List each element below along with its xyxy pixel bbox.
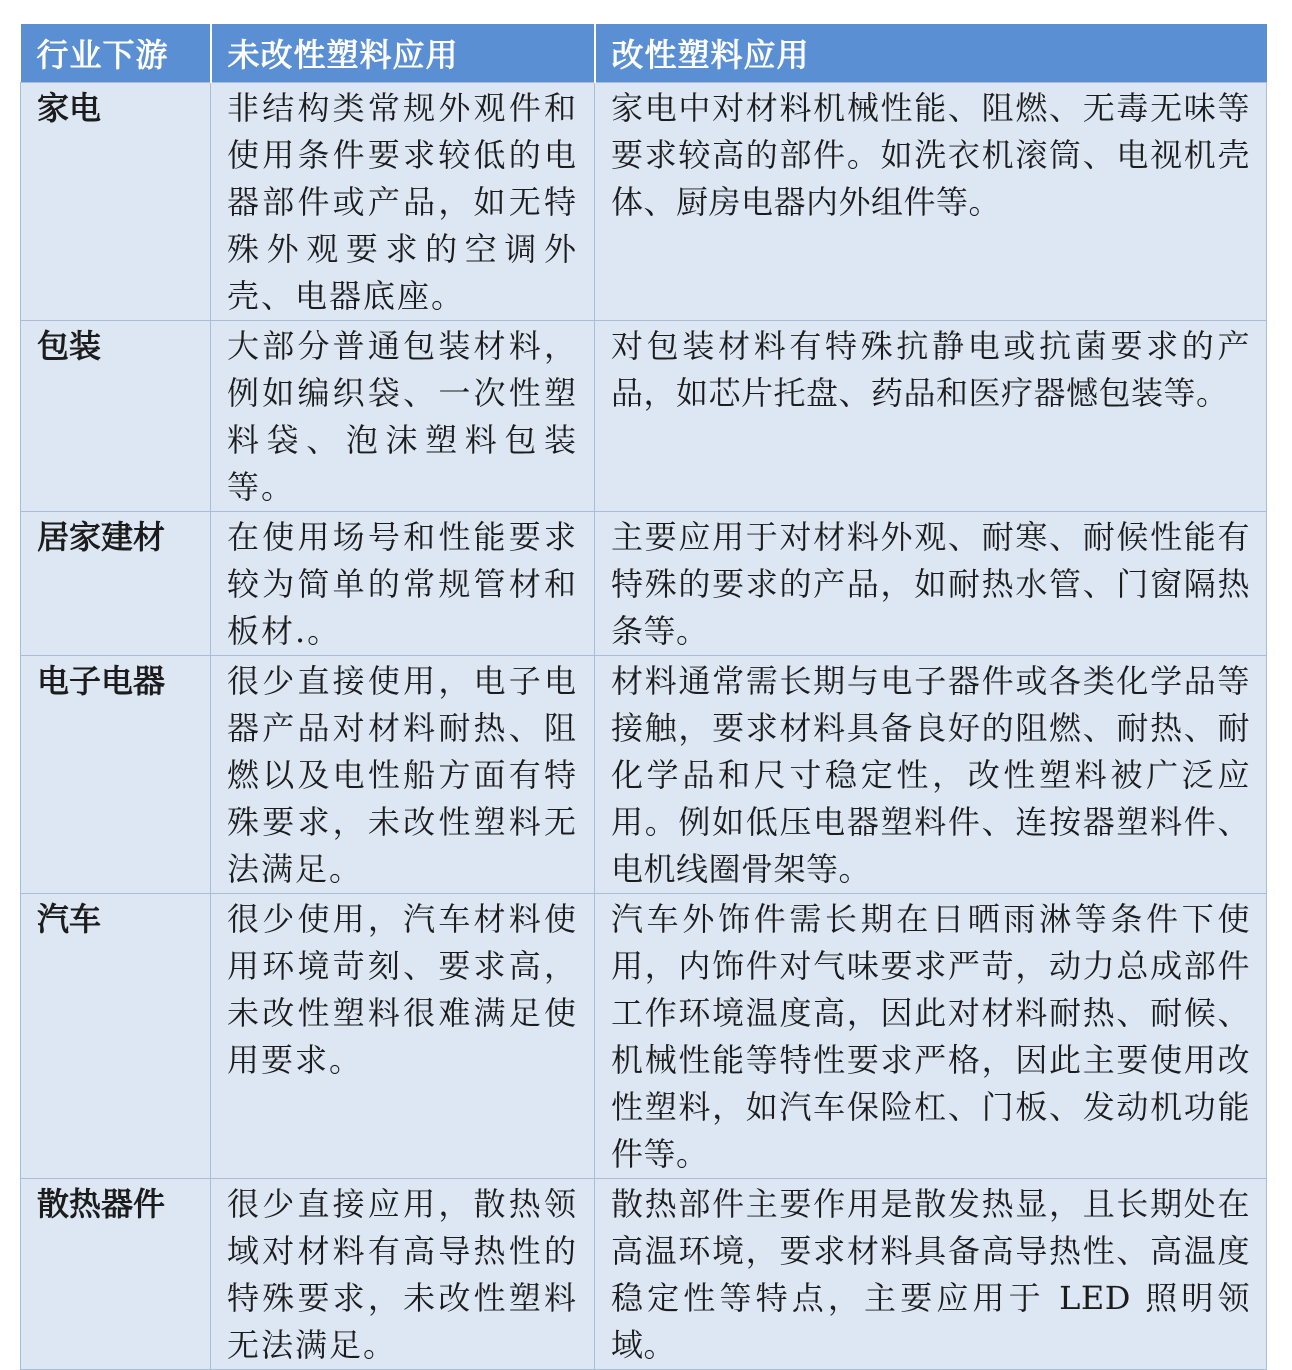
header-unmodified: 未改性塑料应用 xyxy=(211,24,595,83)
industry-cell: 包装 xyxy=(21,321,211,512)
industry-cell: 电子电器 xyxy=(21,656,211,894)
unmodified-cell: 在使用场号和性能要求较为简单的常规管材和板材.。 xyxy=(211,512,595,656)
unmodified-cell: 非结构类常规外观件和使用条件要求较低的电器部件或产品，如无特殊外观要求的空调外壳、电器底座。 xyxy=(211,83,595,321)
unmodified-cell: 大部分普通包装材料，例如编织袋、一次性塑料袋、泡沫塑料包装等。 xyxy=(211,321,595,512)
header-modified: 改性塑料应用 xyxy=(595,24,1267,83)
unmodified-cell: 很少直接应用，散热领域对材料有高导热性的特殊要求，未改性塑料无法满足。 xyxy=(211,1179,595,1370)
header-industry: 行业下游 xyxy=(21,24,211,83)
industry-cell: 家电 xyxy=(21,83,211,321)
modified-cell: 主要应用于对材料外观、耐寒、耐候性能有特殊的要求的产品，如耐热水管、门窗隔热条等。 xyxy=(595,512,1267,656)
modified-cell: 对包装材料有特殊抗静电或抗菌要求的产品，如芯片托盘、药品和医疗器憾包装等。 xyxy=(595,321,1267,512)
table-row xyxy=(21,1179,1267,1370)
table-row xyxy=(21,321,1267,512)
table-row xyxy=(21,83,1267,321)
table-row xyxy=(21,894,1267,1179)
industry-cell: 散热器件 xyxy=(21,1179,211,1370)
unmodified-cell: 很少直接使用，电子电器产品对材料耐热、阻燃以及电性船方面有特殊要求，未改性塑料无法满足。 xyxy=(211,656,595,894)
plastics-application-table xyxy=(20,24,1267,1370)
modified-cell: 散热部件主要作用是散发热显，且长期处在高温环境，要求材料具备高导热性、高温度稳定性等特点，主要应用于 LED 照明领域。 xyxy=(595,1179,1267,1370)
modified-cell: 家电中对材料机械性能、阻燃、无毒无味等要求较高的部件。如洗衣机滚筒、电视机壳体、厨房电器内外组件等。 xyxy=(595,83,1267,321)
table-header-row xyxy=(21,24,1267,83)
modified-cell: 汽车外饰件需长期在日晒雨淋等条件下使用，内饰件对气味要求严苛，动力总成部件工作环境温度高，因此对材料耐热、耐候、机械性能等特性要求严格，因此主要使用改性塑料，如汽车保险杠、门板、发动机功能件等。 xyxy=(595,894,1267,1179)
unmodified-cell: 很少使用，汽车材料使用环境苛刻、要求高，未改性塑料很难满足使用要求。 xyxy=(211,894,595,1179)
comparison-table-container xyxy=(20,24,1266,1364)
table-row xyxy=(21,512,1267,656)
industry-cell: 居家建材 xyxy=(21,512,211,656)
modified-cell: 材料通常需长期与电子器件或各类化学品等接触，要求材料具备良好的阻燃、耐热、耐化学品和尺寸稳定性，改性塑料被广泛应用。例如低压电器塑料件、连按器塑料件、电机线圈骨架等。 xyxy=(595,656,1267,894)
table-row xyxy=(21,656,1267,894)
industry-cell: 汽车 xyxy=(21,894,211,1179)
